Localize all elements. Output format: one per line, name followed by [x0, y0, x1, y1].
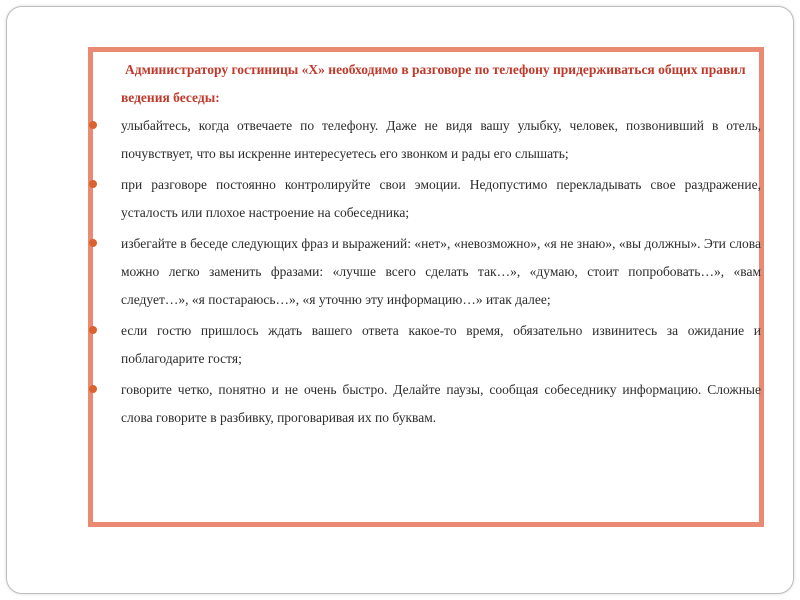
slide-heading: Администратору гостиницы «Х» необходимо в разговоре по телефону придерживаться общих правил ведения беседы: [121, 62, 746, 105]
bullet-icon [89, 180, 97, 188]
bullet-icon [89, 326, 97, 334]
list-item-text: избегайте в беседе следующих фраз и выражений: «нет», «невозможно», «я не знаю», «вы должны». Эти слова можно легко заменить фразами: «лучше всего сделать так…», «думаю, стоит попробовать…», «вам следует…», «я постараюсь…», «я уточню эту информацию…» итак далее; [121, 236, 761, 307]
list-item-text: улыбайтесь, когда отвечаете по телефону. Даже не видя вашу улыбку, человек, позвонивший в отель, почувствует, что вы искренне интересуетесь его звонком и рады его слышать; [121, 118, 761, 161]
list-item [93, 230, 761, 314]
bullet-icon [89, 121, 97, 129]
list-item [93, 376, 761, 432]
bullet-icon [89, 385, 97, 393]
content-box [88, 47, 764, 527]
slide-frame [6, 6, 794, 594]
bullet-icon [89, 239, 97, 247]
list-item [93, 112, 761, 168]
list-item [93, 171, 761, 227]
list-item-text: говорите четко, понятно и не очень быстро. Делайте паузы, сообщая собеседнику информацию. Сложные слова говорите в разбивку, проговаривая их по буквам. [121, 382, 761, 425]
list-item-text: при разговоре постоянно контролируйте свои эмоции. Недопустимо перекладывать свое раздражение, усталость или плохое настроение на собеседника; [121, 177, 761, 220]
list-item [93, 317, 761, 373]
list-item-text: если гостю пришлось ждать вашего ответа какое-то время, обязательно извинитесь за ожидание и поблагодарите гостя; [121, 323, 761, 366]
rules-list [93, 112, 759, 435]
